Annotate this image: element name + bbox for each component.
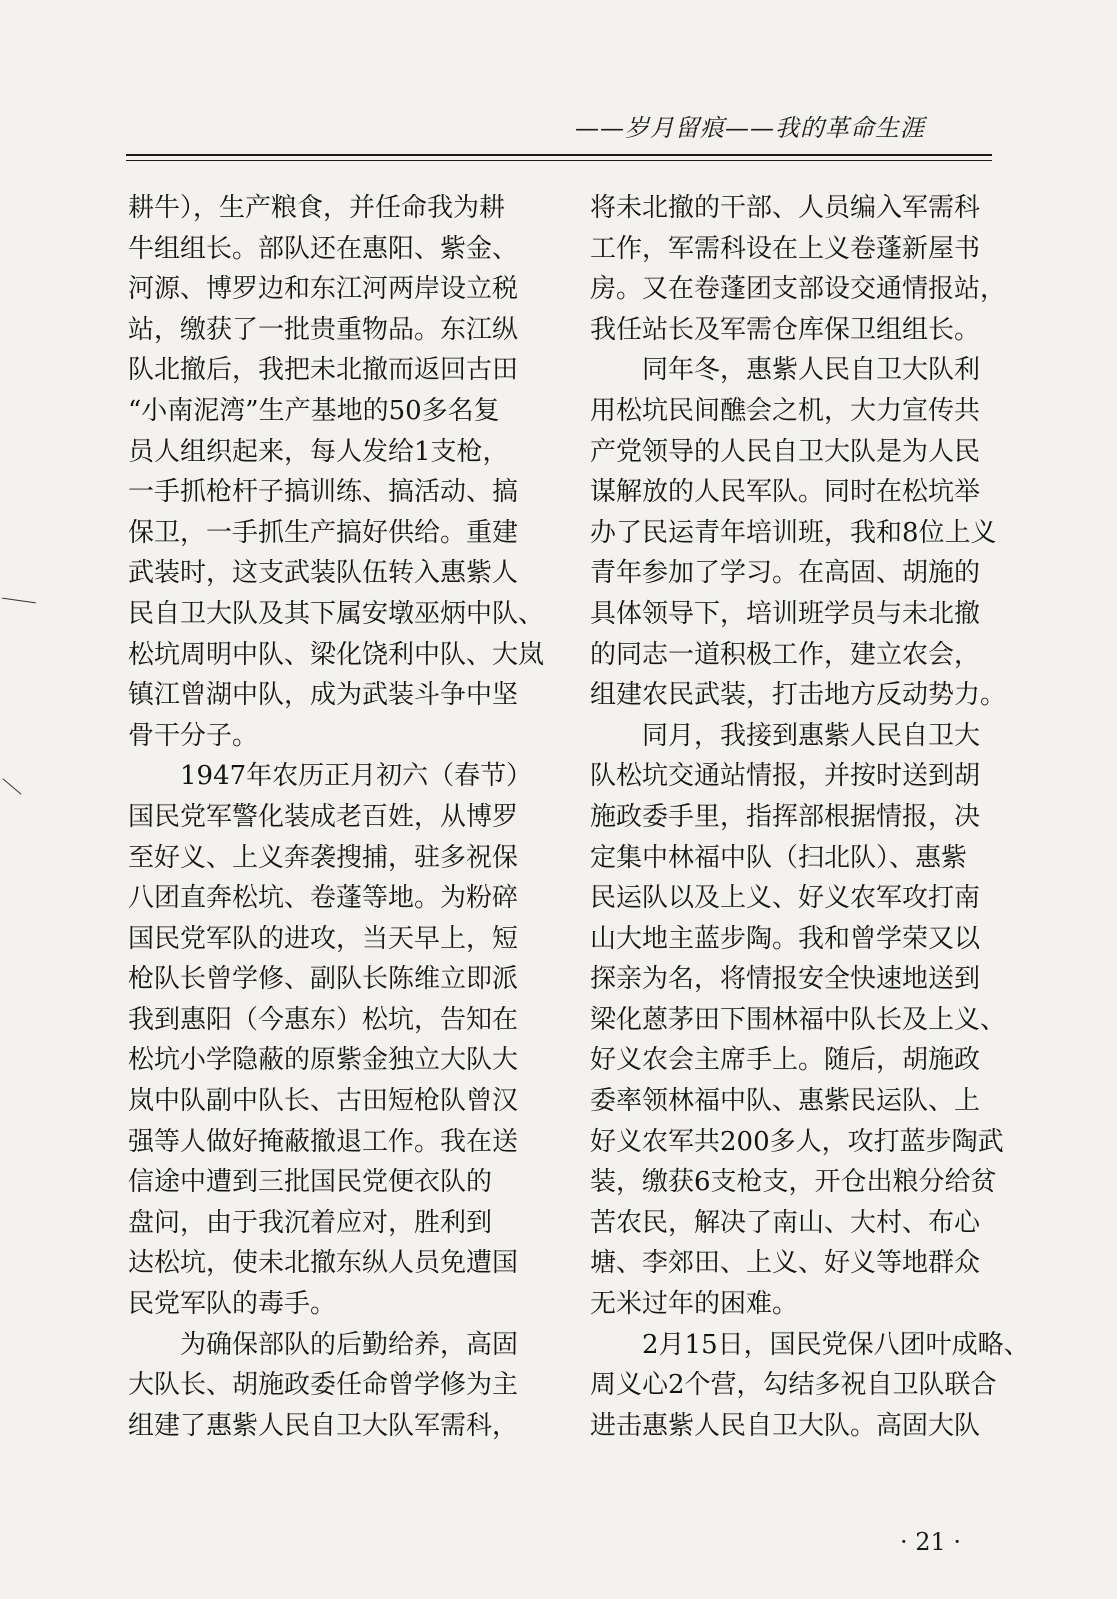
page-number: · 21 · bbox=[900, 1528, 962, 1556]
text-line: 站，缴获了一批贵重物品。东江纵 bbox=[128, 314, 519, 345]
text-line: 同年冬，惠紫人民自卫大队利 bbox=[590, 355, 981, 386]
text-line: 强等人做好掩蔽撤退工作。我在送 bbox=[128, 1126, 519, 1157]
text-line: 队北撤后，我把未北撤而返回古田 bbox=[128, 355, 519, 386]
text-line: 将未北撤的干部、人员编入军需科 bbox=[590, 193, 981, 223]
text-line: 塘、李郊田、上义、好义等地群众 bbox=[590, 1248, 981, 1279]
text-line: 装，缴获6支枪支，开仓出粮分给贫 bbox=[590, 1167, 997, 1198]
text-line: 武装时，这支武装队伍转入惠紫人 bbox=[128, 558, 519, 589]
text-line: 骨干分子。 bbox=[128, 720, 259, 751]
running-header: ——岁月留痕——我的革命生涯 bbox=[575, 114, 925, 142]
text-line: 周义心2个营，勾结多祝自卫队联合 bbox=[590, 1370, 997, 1401]
header-rule-thin bbox=[126, 160, 992, 161]
text-line: 为确保部队的后勤给养，高固 bbox=[128, 1329, 519, 1360]
text-line: 山大地主蓝步陶。我和曾学荣又以 bbox=[590, 923, 981, 954]
text-line: 保卫，一手抓生产搞好供给。重建 bbox=[128, 517, 519, 548]
text-line: 探亲为名，将情报安全快速地送到 bbox=[590, 964, 981, 995]
text-line: 好义农会主席手上。随后，胡施政 bbox=[590, 1045, 981, 1076]
text-line: 用松坑民间醮会之机，大力宣传共 bbox=[590, 395, 981, 426]
text-line: 一手抓枪杆子搞训练、搞活动、搞 bbox=[128, 477, 519, 508]
text-line: 好义农军共200多人，攻打蓝步陶武 bbox=[590, 1126, 1004, 1157]
text-line: 队松坑交通站情报，并按时送到胡 bbox=[590, 761, 981, 792]
text-line: 产党领导的人民自卫大队是为人民 bbox=[590, 436, 981, 467]
text-line: 工作，军需科设在上义卷蓬新屋书 bbox=[590, 233, 981, 264]
text-line: 国民党军警化装成老百姓，从博罗 bbox=[128, 801, 519, 832]
text-line: 委率领林福中队、惠紫民运队、上 bbox=[590, 1086, 981, 1117]
text-line: 达松坑，使未北撤东纵人员免遭国 bbox=[128, 1248, 519, 1279]
text-line: 员人组织起来，每人发给1支枪， bbox=[128, 436, 509, 467]
text-line: 梁化蒽茅田下围林福中队长及上义、 bbox=[590, 1004, 1007, 1035]
text-line: 河源、博罗边和东江河两岸设立税 bbox=[128, 274, 519, 305]
header-rule-thick bbox=[126, 154, 992, 156]
text-line: “小南泥湾”生产基地的50多名复 bbox=[128, 395, 500, 426]
text-line: 信途中遭到三批国民党便衣队的 bbox=[128, 1167, 493, 1198]
text-line: 松坑周明中队、梁化饶利中队、大岚 bbox=[128, 639, 545, 670]
text-line: 耕牛），生产粮食，并任命我为耕 bbox=[128, 193, 506, 223]
left-text-column bbox=[128, 188, 545, 1446]
scan-mark bbox=[2, 778, 21, 794]
text-line: 的同志一道积极工作，建立农会， bbox=[590, 639, 981, 670]
text-line: 1947年农历正月初六（春节） bbox=[128, 761, 533, 792]
text-line: 青年参加了学习。在高固、胡施的 bbox=[590, 558, 981, 589]
text-line: 牛组组长。部队还在惠阳、紫金、 bbox=[128, 233, 519, 264]
text-line: 枪队长曾学修、副队长陈维立即派 bbox=[128, 964, 519, 995]
text-line: 具体领导下，培训班学员与未北撤 bbox=[590, 598, 981, 629]
text-line: 民自卫大队及其下属安墩巫炳中队、 bbox=[128, 598, 545, 629]
text-line: 房。又在卷蓬团支部设交通情报站， bbox=[590, 274, 1007, 305]
text-line: 进击惠紫人民自卫大队。高固大队 bbox=[590, 1410, 981, 1441]
text-line: 至好义、上义奔袭搜捕，驻多祝保 bbox=[128, 842, 519, 873]
text-line: 办了民运青年培训班，我和8位上义 bbox=[590, 517, 997, 548]
text-line: 2月15日，国民党保八团叶成略、 bbox=[590, 1329, 1030, 1360]
text-line: 八团直奔松坑、卷蓬等地。为粉碎 bbox=[128, 883, 519, 914]
text-line: 组建了惠紫人民自卫大队军需科， bbox=[128, 1410, 519, 1441]
text-line: 谋解放的人民军队。同时在松坑举 bbox=[590, 477, 981, 508]
text-line: 镇江曾湖中队，成为武装斗争中坚 bbox=[128, 680, 519, 711]
text-line: 组建农民武装，打击地方反动势力。 bbox=[590, 680, 1007, 711]
right-text-column bbox=[590, 188, 1030, 1446]
text-line: 盘问，由于我沉着应对，胜利到 bbox=[128, 1207, 493, 1238]
text-line: 民运队以及上义、好义农军攻打南 bbox=[590, 883, 981, 914]
text-line: 无米过年的困难。 bbox=[590, 1289, 799, 1320]
scan-mark bbox=[2, 598, 36, 604]
text-line: 国民党军队的进攻，当天早上，短 bbox=[128, 923, 519, 954]
text-line: 同月，我接到惠紫人民自卫大 bbox=[590, 720, 981, 751]
text-line: 松坑小学隐蔽的原紫金独立大队大 bbox=[128, 1045, 519, 1076]
text-line: 民党军队的毒手。 bbox=[128, 1289, 337, 1320]
text-line: 岚中队副中队长、古田短枪队曾汉 bbox=[128, 1086, 519, 1117]
text-line: 我任站长及军需仓库保卫组组长。 bbox=[590, 314, 981, 345]
text-line: 苦农民，解决了南山、大村、布心 bbox=[590, 1207, 981, 1238]
text-line: 施政委手里，指挥部根据情报，决 bbox=[590, 801, 981, 832]
text-line: 定集中林福中队（扫北队）、惠紫 bbox=[590, 842, 968, 873]
text-line: 大队长、胡施政委任命曾学修为主 bbox=[128, 1370, 519, 1401]
text-line: 我到惠阳（今惠东）松坑，告知在 bbox=[128, 1004, 519, 1035]
